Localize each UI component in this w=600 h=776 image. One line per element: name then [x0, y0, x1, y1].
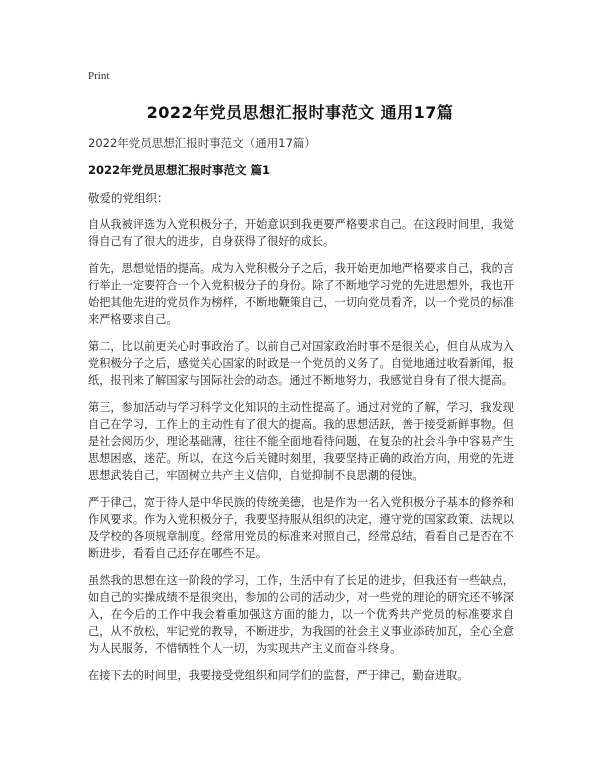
paragraph-1: 自从我被评选为入党积极分子，开始意识到我更要严格要求自己。在这段时间里，我觉得自己有了很大的进步，自身获得了很好的成长。 [88, 218, 514, 248]
salutation: 敬爱的党组织： [88, 191, 169, 205]
paragraph-6: 虽然我的思想在这一阶段的学习，工作，生活中有了长足的进步，但我还有一些缺点，如自己的实操成绩不是很突出，参加的公司的活动少，对一些党的理论的研究还不够深入，在今后的工作中我会着重加强这方面的能力，以一个优秀共产党员的标准要求自己，从不放松，牢记党的教导，不断进步，为我国的社会主义事业添砖加瓦，全心全意为人民服务，不惜牺牲个人一切，为实现共产主义而奋斗终身。 [88, 574, 514, 655]
paragraph-3: 第二，比以前更关心时事政治了。以前自己对国家政治时事不是很关心，但自从成为入党积极分子之后，感觉关心国家的时政是一个党员的义务了。自觉地通过收看新闻，报纸，报刊来了解国家与国际社会的动态。通过不断地努力，我感觉自身有了很大提高。 [88, 340, 514, 387]
paragraph-7: 在接下去的时间里，我要接受党组织和同学们的监督，严于律己，勤奋进取。 [88, 669, 469, 682]
paragraph-5: 严于律己，宽于待人是中华民族的传统美德，也是作为一名入党积极分子基本的修养和作风要求。作为入党积极分子，我要坚持服从组织的决定，遵守党的国家政策、法规以及学校的各项规章制度。经常用党员的标准来对照自己，经常总结，看看自己是否在不断进步，看看自己还存在哪些不足。 [88, 496, 514, 560]
body-text [88, 216, 514, 694]
section-heading: 2022年党员思想汇报时事范文 篇1 [88, 163, 271, 177]
document-subtitle: 2022年党员思想汇报时事范文（通用17篇） [88, 136, 316, 150]
paragraph-4: 第三，参加活动与学习科学文化知识的主动性提高了。通过对党的了解，学习，我发现自己在学习，工作上的主动性有了很大的提高。我的思想活跃，善于接受新鲜事物。但是社会阅历少，理论基础薄，往往不能全面地看待问题，在复杂的社会斗争中容易产生思想困惑，迷茫。所以，在这今后关键时刻里，我要坚持正确的政治方向，用党的先进思想武装自己，牢固树立共产主义信仰，自觉抑制不良思潮的侵蚀。 [88, 401, 514, 482]
paragraph-2: 首先，思想觉悟的提高。成为入党积极分子之后，我开始更加地严格要求自己，我的言行举止一定要符合一个入党积极分子的身份。除了不断地学习党的先进思想外，我也开始把其他先进的党员作为榜样，不断地鞭策自己，一切向党员看齐，以一个党员的标准来严格要求自己。 [88, 262, 514, 326]
print-label[interactable]: Print [88, 70, 110, 82]
page-title: 2022年党员思想汇报时事范文 通用17篇 [146, 103, 454, 122]
